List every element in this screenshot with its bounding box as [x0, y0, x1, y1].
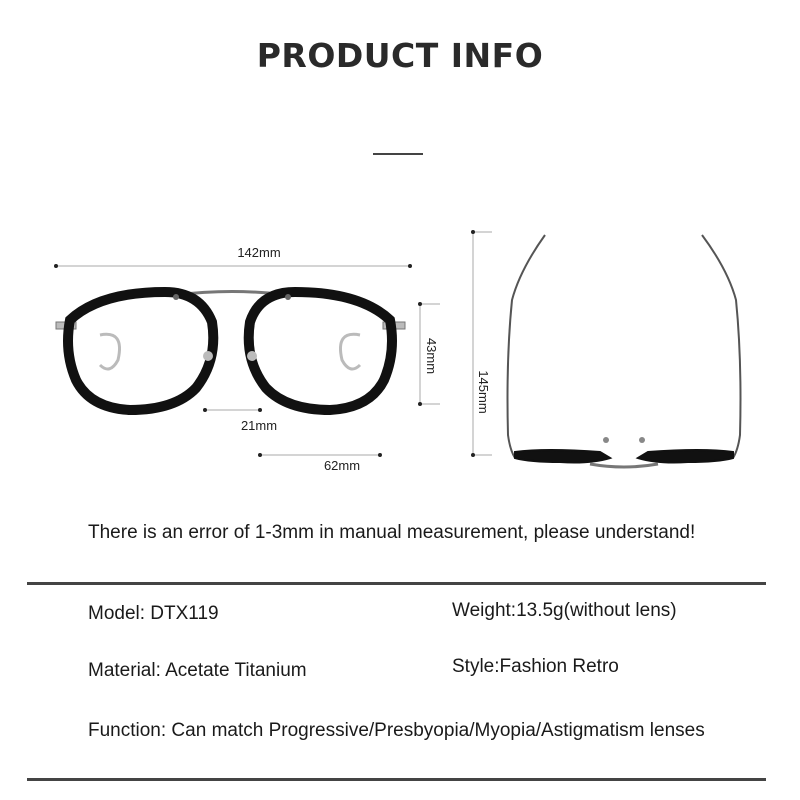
page-title: PRODUCT INFO — [256, 36, 544, 75]
divider-top — [27, 582, 766, 585]
spec-function: Function: Can match Progressive/Presbyopia/Myopia/Astigmatism lenses — [88, 720, 705, 741]
measurement-note: There is an error of 1-3mm in manual measurement, please understand! — [88, 522, 696, 543]
dim-temple-length-label: 145mm — [476, 370, 491, 414]
dim-total-width-label: 142mm — [237, 245, 281, 260]
dim-lens-height — [418, 302, 440, 406]
front-view-glasses — [56, 292, 405, 411]
spec-style: Style:Fashion Retro — [452, 656, 619, 677]
divider-bottom — [27, 778, 766, 781]
dim-lens-height-label: 43mm — [424, 337, 439, 375]
spec-weight: Weight:13.5g(without lens) — [452, 600, 677, 621]
dim-temple-length — [471, 230, 492, 457]
dim-lens-width — [258, 453, 382, 473]
dim-bridge-label: 21mm — [240, 418, 278, 433]
spec-material: Material: Acetate Titanium — [88, 660, 307, 681]
top-view-glasses — [508, 235, 741, 467]
dim-lens-width-label: 62mm — [323, 458, 361, 473]
dim-total-width — [54, 245, 412, 268]
dim-bridge — [203, 408, 277, 433]
spec-model: Model: DTX119 — [88, 603, 219, 624]
